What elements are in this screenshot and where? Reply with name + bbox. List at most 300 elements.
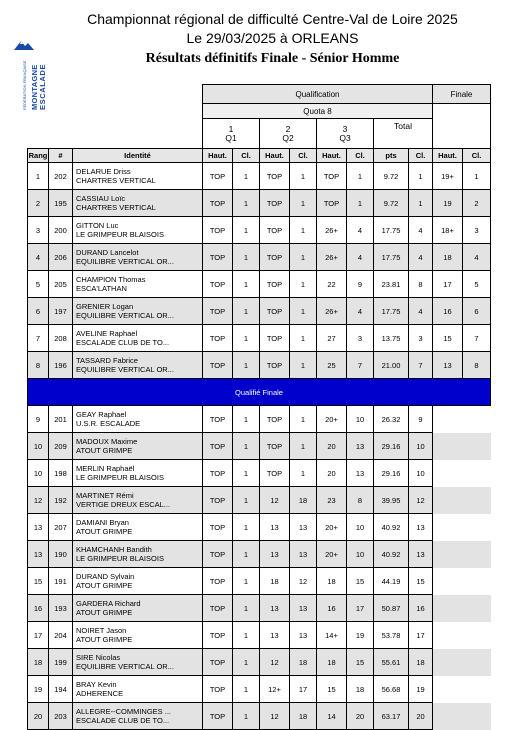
row-total-cl: 12 (409, 487, 433, 514)
row-q1-cl: 1 (233, 217, 260, 244)
row-finale-cl: 4 (463, 244, 491, 271)
table-row (28, 460, 491, 487)
q2-header (260, 119, 317, 149)
athlete-club: LE GRIMPEUR BLAISOIS (76, 473, 164, 482)
col-q1-haut: Haut. (203, 149, 233, 163)
qualified-finale-separator (28, 379, 491, 406)
finale-spacer (433, 104, 491, 149)
row-q3-cl: 1 (347, 190, 374, 217)
row-pts: 17.75 (374, 244, 409, 271)
col-finale-haut: Haut. (433, 149, 463, 163)
row-pts: 55.61 (374, 649, 409, 676)
row-q2-haut: TOP (260, 244, 290, 271)
athlete-club: CHARTRES VERTICAL (76, 203, 156, 212)
row-q3-cl: 15 (347, 568, 374, 595)
row-q2-cl: 1 (290, 271, 317, 298)
row-finale-cl: 6 (463, 298, 491, 325)
row-q2-cl: 1 (290, 163, 317, 190)
row-q2-cl: 18 (290, 487, 317, 514)
row-q3-haut: 14+ (317, 622, 347, 649)
row-q1-cl: 1 (233, 190, 260, 217)
row-q3-cl: 19 (347, 622, 374, 649)
row-pts: 63.17 (374, 703, 409, 730)
row-q2-haut: TOP (260, 460, 290, 487)
row-q3-cl: 20 (347, 703, 374, 730)
row-q2-haut: TOP (260, 352, 290, 379)
row-q3-haut: 20 (317, 433, 347, 460)
q3-header (317, 119, 374, 149)
row-q1-cl: 1 (233, 568, 260, 595)
table-row (28, 190, 491, 217)
row-q1-haut: TOP (203, 460, 233, 487)
row-identite (73, 595, 203, 622)
row-total-cl: 9 (409, 406, 433, 433)
row-q2-cl: 18 (290, 649, 317, 676)
row-q1-haut: TOP (203, 163, 233, 190)
row-rang: 15 (28, 568, 49, 595)
athlete-club: LE GRIMPEUR BLAISOIS (76, 230, 164, 239)
table-row (28, 676, 491, 703)
row-finale-empty (463, 568, 491, 595)
row-rang: 20 (28, 703, 49, 730)
row-number: 197 (49, 298, 73, 325)
row-q3-haut: 23 (317, 487, 347, 514)
row-q2-cl: 1 (290, 406, 317, 433)
row-rang: 7 (28, 325, 49, 352)
row-finale-empty (433, 514, 463, 541)
table-row (28, 514, 491, 541)
athlete-club: CHARTRES VERTICAL (76, 176, 156, 185)
row-number: 201 (49, 406, 73, 433)
row-q1-haut: TOP (203, 352, 233, 379)
row-rang: 12 (28, 487, 49, 514)
row-number: 209 (49, 433, 73, 460)
row-q2-haut: 12 (260, 703, 290, 730)
row-q3-haut: 18 (317, 649, 347, 676)
row-q2-haut: TOP (260, 190, 290, 217)
row-identite (73, 703, 203, 730)
athlete-club: ATOUT GRIMPE (76, 527, 133, 536)
row-number: 192 (49, 487, 73, 514)
table-row (28, 406, 491, 433)
row-q1-haut: TOP (203, 622, 233, 649)
athlete-name: KHAMCHANH Bandith (76, 545, 152, 554)
athlete-club: U.S.R. ESCALADE (76, 419, 141, 428)
row-q2-haut: TOP (260, 217, 290, 244)
row-q3-haut: 20+ (317, 514, 347, 541)
row-finale-empty (463, 703, 491, 730)
row-pts: 44.19 (374, 568, 409, 595)
row-q3-haut: TOP (317, 190, 347, 217)
row-q3-cl: 9 (347, 271, 374, 298)
row-rang: 5 (28, 271, 49, 298)
athlete-name: AVELINE Raphael (76, 329, 138, 338)
row-q3-haut: 20+ (317, 541, 347, 568)
table-row (28, 541, 491, 568)
athlete-club: ATOUT GRIMPE (76, 581, 133, 590)
athlete-name: DAMIANI Bryan (76, 518, 129, 527)
row-finale-empty (433, 406, 463, 433)
col-rang: Rang (28, 149, 49, 163)
row-q1-cl: 1 (233, 514, 260, 541)
row-q3-cl: 4 (347, 217, 374, 244)
row-q3-haut: 26+ (317, 244, 347, 271)
row-q1-cl: 1 (233, 244, 260, 271)
row-q1-cl: 1 (233, 649, 260, 676)
row-q2-cl: 13 (290, 514, 317, 541)
row-total-cl: 13 (409, 514, 433, 541)
row-number: 206 (49, 244, 73, 271)
row-total-cl: 17 (409, 622, 433, 649)
row-rang: 13 (28, 514, 49, 541)
row-pts: 17.75 (374, 298, 409, 325)
col-q3-haut: Haut. (317, 149, 347, 163)
qualification-group-header: Qualification (203, 85, 433, 104)
total-header: Total (374, 119, 433, 149)
row-q2-cl: 1 (290, 217, 317, 244)
row-pts: 40.92 (374, 541, 409, 568)
row-total-cl: 20 (409, 703, 433, 730)
row-identite (73, 217, 203, 244)
row-total-cl: 15 (409, 568, 433, 595)
athlete-name: MERLIN Raphaël (76, 464, 135, 473)
row-q3-haut: 14 (317, 703, 347, 730)
row-finale-empty (463, 487, 491, 514)
row-number: 194 (49, 676, 73, 703)
row-rang: 3 (28, 217, 49, 244)
row-q3-cl: 18 (347, 676, 374, 703)
row-finale-empty (433, 541, 463, 568)
row-finale-empty (463, 649, 491, 676)
row-pts: 29.16 (374, 460, 409, 487)
row-finale-empty (433, 460, 463, 487)
row-finale-empty (433, 568, 463, 595)
row-identite (73, 163, 203, 190)
row-q1-haut: TOP (203, 568, 233, 595)
row-identite (73, 676, 203, 703)
athlete-name: GRENIER Logan (76, 302, 134, 311)
athlete-club: EQUILIBRE VERTICAL OR... (76, 311, 174, 320)
row-pts: 56.68 (374, 676, 409, 703)
row-q1-haut: TOP (203, 676, 233, 703)
row-q1-haut: TOP (203, 190, 233, 217)
row-identite (73, 244, 203, 271)
row-q2-haut: 18 (260, 568, 290, 595)
row-pts: 26.32 (374, 406, 409, 433)
row-finale-empty (463, 433, 491, 460)
row-q3-cl: 4 (347, 244, 374, 271)
athlete-club: ADHERENCE (76, 689, 124, 698)
athlete-name: SIRE Nicolas (76, 653, 121, 662)
row-finale-haut: 15 (433, 325, 463, 352)
row-number: 200 (49, 217, 73, 244)
row-q1-cl: 1 (233, 622, 260, 649)
row-q2-cl: 1 (290, 325, 317, 352)
athlete-name: CHAMPION Thomas (76, 275, 146, 284)
row-q2-haut: TOP (260, 271, 290, 298)
row-finale-empty (463, 676, 491, 703)
row-finale-haut: 19 (433, 190, 463, 217)
q1-header (203, 119, 260, 149)
row-identite (73, 406, 203, 433)
row-q1-haut: TOP (203, 541, 233, 568)
row-rang: 18 (28, 649, 49, 676)
athlete-club: EQUILIBRE VERTICAL OR... (76, 662, 174, 671)
row-number: 195 (49, 190, 73, 217)
athlete-name: MARTINET Rémi (76, 491, 134, 500)
date-line: Le 29/03/2025 à ORLEANS (186, 30, 359, 46)
row-finale-empty (463, 406, 491, 433)
table-row (28, 244, 491, 271)
row-q1-haut: TOP (203, 298, 233, 325)
row-q1-cl: 1 (233, 163, 260, 190)
row-identite (73, 568, 203, 595)
row-total-cl: 16 (409, 595, 433, 622)
athlete-club: ATOUT GRIMPE (76, 635, 133, 644)
row-total-cl: 4 (409, 217, 433, 244)
athlete-name: DELARUE Driss (76, 167, 131, 176)
athlete-name: GEAY Raphael (76, 410, 127, 419)
row-q3-cl: 10 (347, 541, 374, 568)
row-total-cl: 10 (409, 433, 433, 460)
table-row (28, 271, 491, 298)
row-number: 208 (49, 325, 73, 352)
row-q2-cl: 1 (290, 244, 317, 271)
row-finale-empty (433, 622, 463, 649)
row-q1-haut: TOP (203, 649, 233, 676)
row-q3-haut: 22 (317, 271, 347, 298)
row-finale-empty (433, 433, 463, 460)
row-total-cl: 10 (409, 460, 433, 487)
row-total-cl: 1 (409, 163, 433, 190)
athlete-club: EQUILIBRE VERTICAL OR... (76, 257, 174, 266)
row-identite (73, 271, 203, 298)
row-pts: 9.72 (374, 190, 409, 217)
row-q3-cl: 3 (347, 325, 374, 352)
row-pts: 50.87 (374, 595, 409, 622)
table-row (28, 622, 491, 649)
row-q2-haut: TOP (260, 163, 290, 190)
athlete-name: GITTON Luc (76, 221, 119, 230)
row-finale-empty (463, 541, 491, 568)
row-pts: 53.78 (374, 622, 409, 649)
row-q2-cl: 17 (290, 676, 317, 703)
row-q1-cl: 1 (233, 298, 260, 325)
row-q3-cl: 8 (347, 487, 374, 514)
row-pts: 39.95 (374, 487, 409, 514)
q3-label: Q3 (339, 132, 351, 143)
row-pts: 9.72 (374, 163, 409, 190)
athlete-club: LE GRIMPEUR BLAISOIS (76, 554, 164, 563)
row-rang: 16 (28, 595, 49, 622)
col-pts: pts (374, 149, 409, 163)
row-finale-empty (463, 595, 491, 622)
row-finale-cl: 5 (463, 271, 491, 298)
row-q3-cl: 17 (347, 595, 374, 622)
row-finale-empty (433, 703, 463, 730)
row-total-cl: 4 (409, 244, 433, 271)
row-identite (73, 298, 203, 325)
athlete-name: CASSIAU Loïc (76, 194, 126, 203)
col-q1-cl: Cl. (233, 149, 260, 163)
col-total-cl: Cl. (409, 149, 433, 163)
row-q1-cl: 1 (233, 676, 260, 703)
row-q1-haut: TOP (203, 244, 233, 271)
row-total-cl: 18 (409, 649, 433, 676)
row-q2-haut: 13 (260, 622, 290, 649)
row-total-cl: 13 (409, 541, 433, 568)
row-rang: 10 (28, 460, 49, 487)
athlete-club: ATOUT GRIMPE (76, 446, 133, 455)
table-row (28, 352, 491, 379)
col-finale-cl: Cl. (463, 149, 491, 163)
row-q1-haut: TOP (203, 406, 233, 433)
row-rang: 2 (28, 190, 49, 217)
row-q3-haut: 18 (317, 568, 347, 595)
row-identite (73, 352, 203, 379)
row-q3-haut: 15 (317, 676, 347, 703)
row-q1-cl: 1 (233, 352, 260, 379)
row-rang: 6 (28, 298, 49, 325)
row-q3-haut: 20 (317, 460, 347, 487)
athlete-name: DURAND Lancelot (76, 248, 139, 257)
q1-label: Q1 (225, 132, 237, 143)
row-total-cl: 19 (409, 676, 433, 703)
row-q2-cl: 13 (290, 622, 317, 649)
table-row (28, 325, 491, 352)
row-q1-haut: TOP (203, 514, 233, 541)
table-row (28, 568, 491, 595)
row-q2-cl: 1 (290, 190, 317, 217)
row-q1-haut: TOP (203, 703, 233, 730)
row-q1-cl: 1 (233, 703, 260, 730)
row-rang: 9 (28, 406, 49, 433)
row-number: 204 (49, 622, 73, 649)
row-q1-haut: TOP (203, 325, 233, 352)
row-q2-haut: TOP (260, 406, 290, 433)
row-q3-haut: 26+ (317, 298, 347, 325)
q2-number: 2 (285, 123, 291, 134)
athlete-club: EQUILIBRE VERTICAL OR... (76, 365, 174, 374)
row-number: 198 (49, 460, 73, 487)
col-q2-cl: Cl. (290, 149, 317, 163)
athlete-name: DURAND Sylvain (76, 572, 135, 581)
row-number: 207 (49, 514, 73, 541)
row-q2-cl: 12 (290, 568, 317, 595)
row-number: 190 (49, 541, 73, 568)
row-q3-cl: 10 (347, 514, 374, 541)
row-q1-cl: 1 (233, 487, 260, 514)
row-rang: 17 (28, 622, 49, 649)
row-rang: 4 (28, 244, 49, 271)
athlete-name: MADOUX Maxime (76, 437, 138, 446)
row-total-cl: 3 (409, 325, 433, 352)
row-q1-cl: 1 (233, 406, 260, 433)
table-row (28, 298, 491, 325)
row-total-cl: 8 (409, 271, 433, 298)
quota-label: Quota 8 (203, 104, 433, 119)
athlete-name: GARDERA Richard (76, 599, 141, 608)
athlete-club: ATOUT GRIMPE (76, 608, 133, 617)
row-q3-haut: 25 (317, 352, 347, 379)
row-q2-cl: 1 (290, 298, 317, 325)
row-q2-cl: 13 (290, 541, 317, 568)
table-row (28, 217, 491, 244)
row-q3-haut: 20+ (317, 406, 347, 433)
row-q2-haut: TOP (260, 433, 290, 460)
row-q1-cl: 1 (233, 460, 260, 487)
col-q3-cl: Cl. (347, 149, 374, 163)
row-q1-cl: 1 (233, 595, 260, 622)
row-number: 199 (49, 649, 73, 676)
row-identite (73, 460, 203, 487)
row-identite (73, 190, 203, 217)
row-q2-haut: 12+ (260, 676, 290, 703)
row-finale-cl: 2 (463, 190, 491, 217)
row-q2-cl: 1 (290, 352, 317, 379)
row-finale-empty (463, 514, 491, 541)
row-number: 196 (49, 352, 73, 379)
table-row (28, 649, 491, 676)
row-identite (73, 514, 203, 541)
logo-line2: ESCALADE (38, 63, 47, 110)
results-table (27, 84, 491, 730)
col-identite: Identité (73, 149, 203, 163)
row-q3-haut: TOP (317, 163, 347, 190)
row-finale-empty (433, 595, 463, 622)
row-finale-empty (433, 649, 463, 676)
row-number: 202 (49, 163, 73, 190)
row-q3-cl: 1 (347, 163, 374, 190)
row-total-cl: 7 (409, 352, 433, 379)
table-row (28, 595, 491, 622)
row-pts: 29.16 (374, 433, 409, 460)
row-finale-empty (433, 487, 463, 514)
row-finale-haut: 18 (433, 244, 463, 271)
row-finale-empty (433, 676, 463, 703)
row-q2-haut: TOP (260, 325, 290, 352)
q3-number: 3 (342, 123, 348, 134)
row-q2-haut: 13 (260, 514, 290, 541)
results-subtitle: Résultats définitifs Finale - Sénior Homme (145, 51, 400, 66)
table-row (28, 703, 491, 730)
row-q3-cl: 15 (347, 649, 374, 676)
row-total-cl: 1 (409, 190, 433, 217)
row-q3-haut: 26+ (317, 217, 347, 244)
row-rang: 8 (28, 352, 49, 379)
row-number: 191 (49, 568, 73, 595)
row-pts: 17.75 (374, 217, 409, 244)
row-rang: 19 (28, 676, 49, 703)
row-q1-cl: 1 (233, 271, 260, 298)
row-q3-cl: 10 (347, 406, 374, 433)
table-row (28, 163, 491, 190)
athlete-club: ESCALADE CLUB DE TO... (76, 716, 170, 725)
athlete-name: ALLEGRE--COMMINGES ... (76, 707, 172, 716)
q2-label: Q2 (282, 132, 294, 143)
athlete-name: BRAY Kevin (76, 680, 117, 689)
mountain-logo-icon (12, 38, 36, 52)
row-q1-haut: TOP (203, 217, 233, 244)
row-rang: 1 (28, 163, 49, 190)
q1-number: 1 (228, 123, 234, 134)
row-rang: 10 (28, 433, 49, 460)
col-number: # (49, 149, 73, 163)
row-q1-haut: TOP (203, 433, 233, 460)
row-q2-cl: 1 (290, 433, 317, 460)
table-row (28, 433, 491, 460)
row-pts: 21.00 (374, 352, 409, 379)
